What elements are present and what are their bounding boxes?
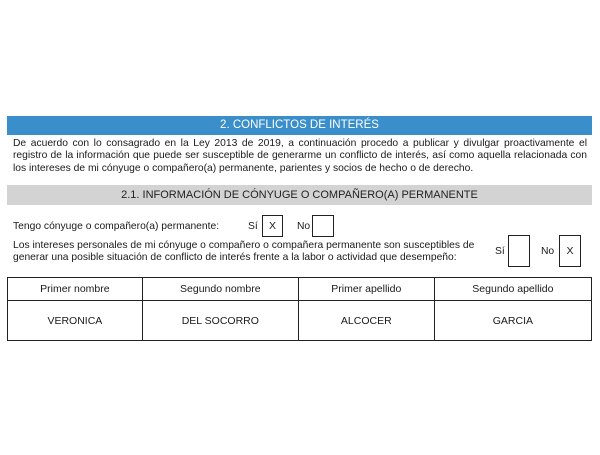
question-conflict-label: Los intereses personales de mi cónyuge o compañero o compañera permanente son susceptibles de generar una posible situación de conflicto de interés frente a la labor o actividad que desempeño: [13, 240, 475, 264]
question-spouse-no-checkbox[interactable] [312, 215, 334, 237]
cell-second-surname: GARCIA [434, 301, 591, 341]
section-title: 2. CONFLICTOS DE INTERÉS [7, 116, 592, 135]
header-second-name: Segundo nombre [142, 278, 298, 301]
question-conflict-no-checkbox[interactable]: X [559, 235, 581, 267]
cell-first-name: VERONICA [8, 301, 143, 341]
table-header-row [8, 278, 592, 301]
question-spouse-label: Tengo cónyuge o compañero(a) permanente: [13, 221, 220, 232]
question-conflict-no-label: No [541, 246, 555, 257]
question-conflict-yes-checkbox[interactable] [508, 235, 530, 267]
table-row [8, 301, 592, 341]
subsection-title: 2.1. INFORMACIÓN DE CÓNYUGE O COMPAÑERO(A) PERMANENTE [7, 185, 592, 205]
cell-second-name: DEL SOCORRO [142, 301, 298, 341]
header-second-surname: Segundo apellido [434, 278, 591, 301]
question-conflict-yes-label: Sí [495, 246, 505, 257]
question-spouse-no-label: No [297, 221, 311, 232]
spouse-names-table [7, 277, 592, 341]
intro-paragraph: De acuerdo con lo consagrado en la Ley 2013 de 2019, a continuación procedo a publicar y divulgar proactivamente el registro de la información que puede ser susceptible de generarme un conflicto de interés, así como aquella relacionada con los intereses de mi cónyuge o compañero(a) permanente, parientes y socios de hecho o de derecho. [13, 138, 587, 174]
cell-first-surname: ALCOCER [298, 301, 434, 341]
question-spouse-yes-label: Sí [248, 221, 258, 232]
header-first-surname: Primer apellido [298, 278, 434, 301]
question-spouse-yes-checkbox[interactable]: X [262, 215, 283, 237]
header-first-name: Primer nombre [8, 278, 143, 301]
